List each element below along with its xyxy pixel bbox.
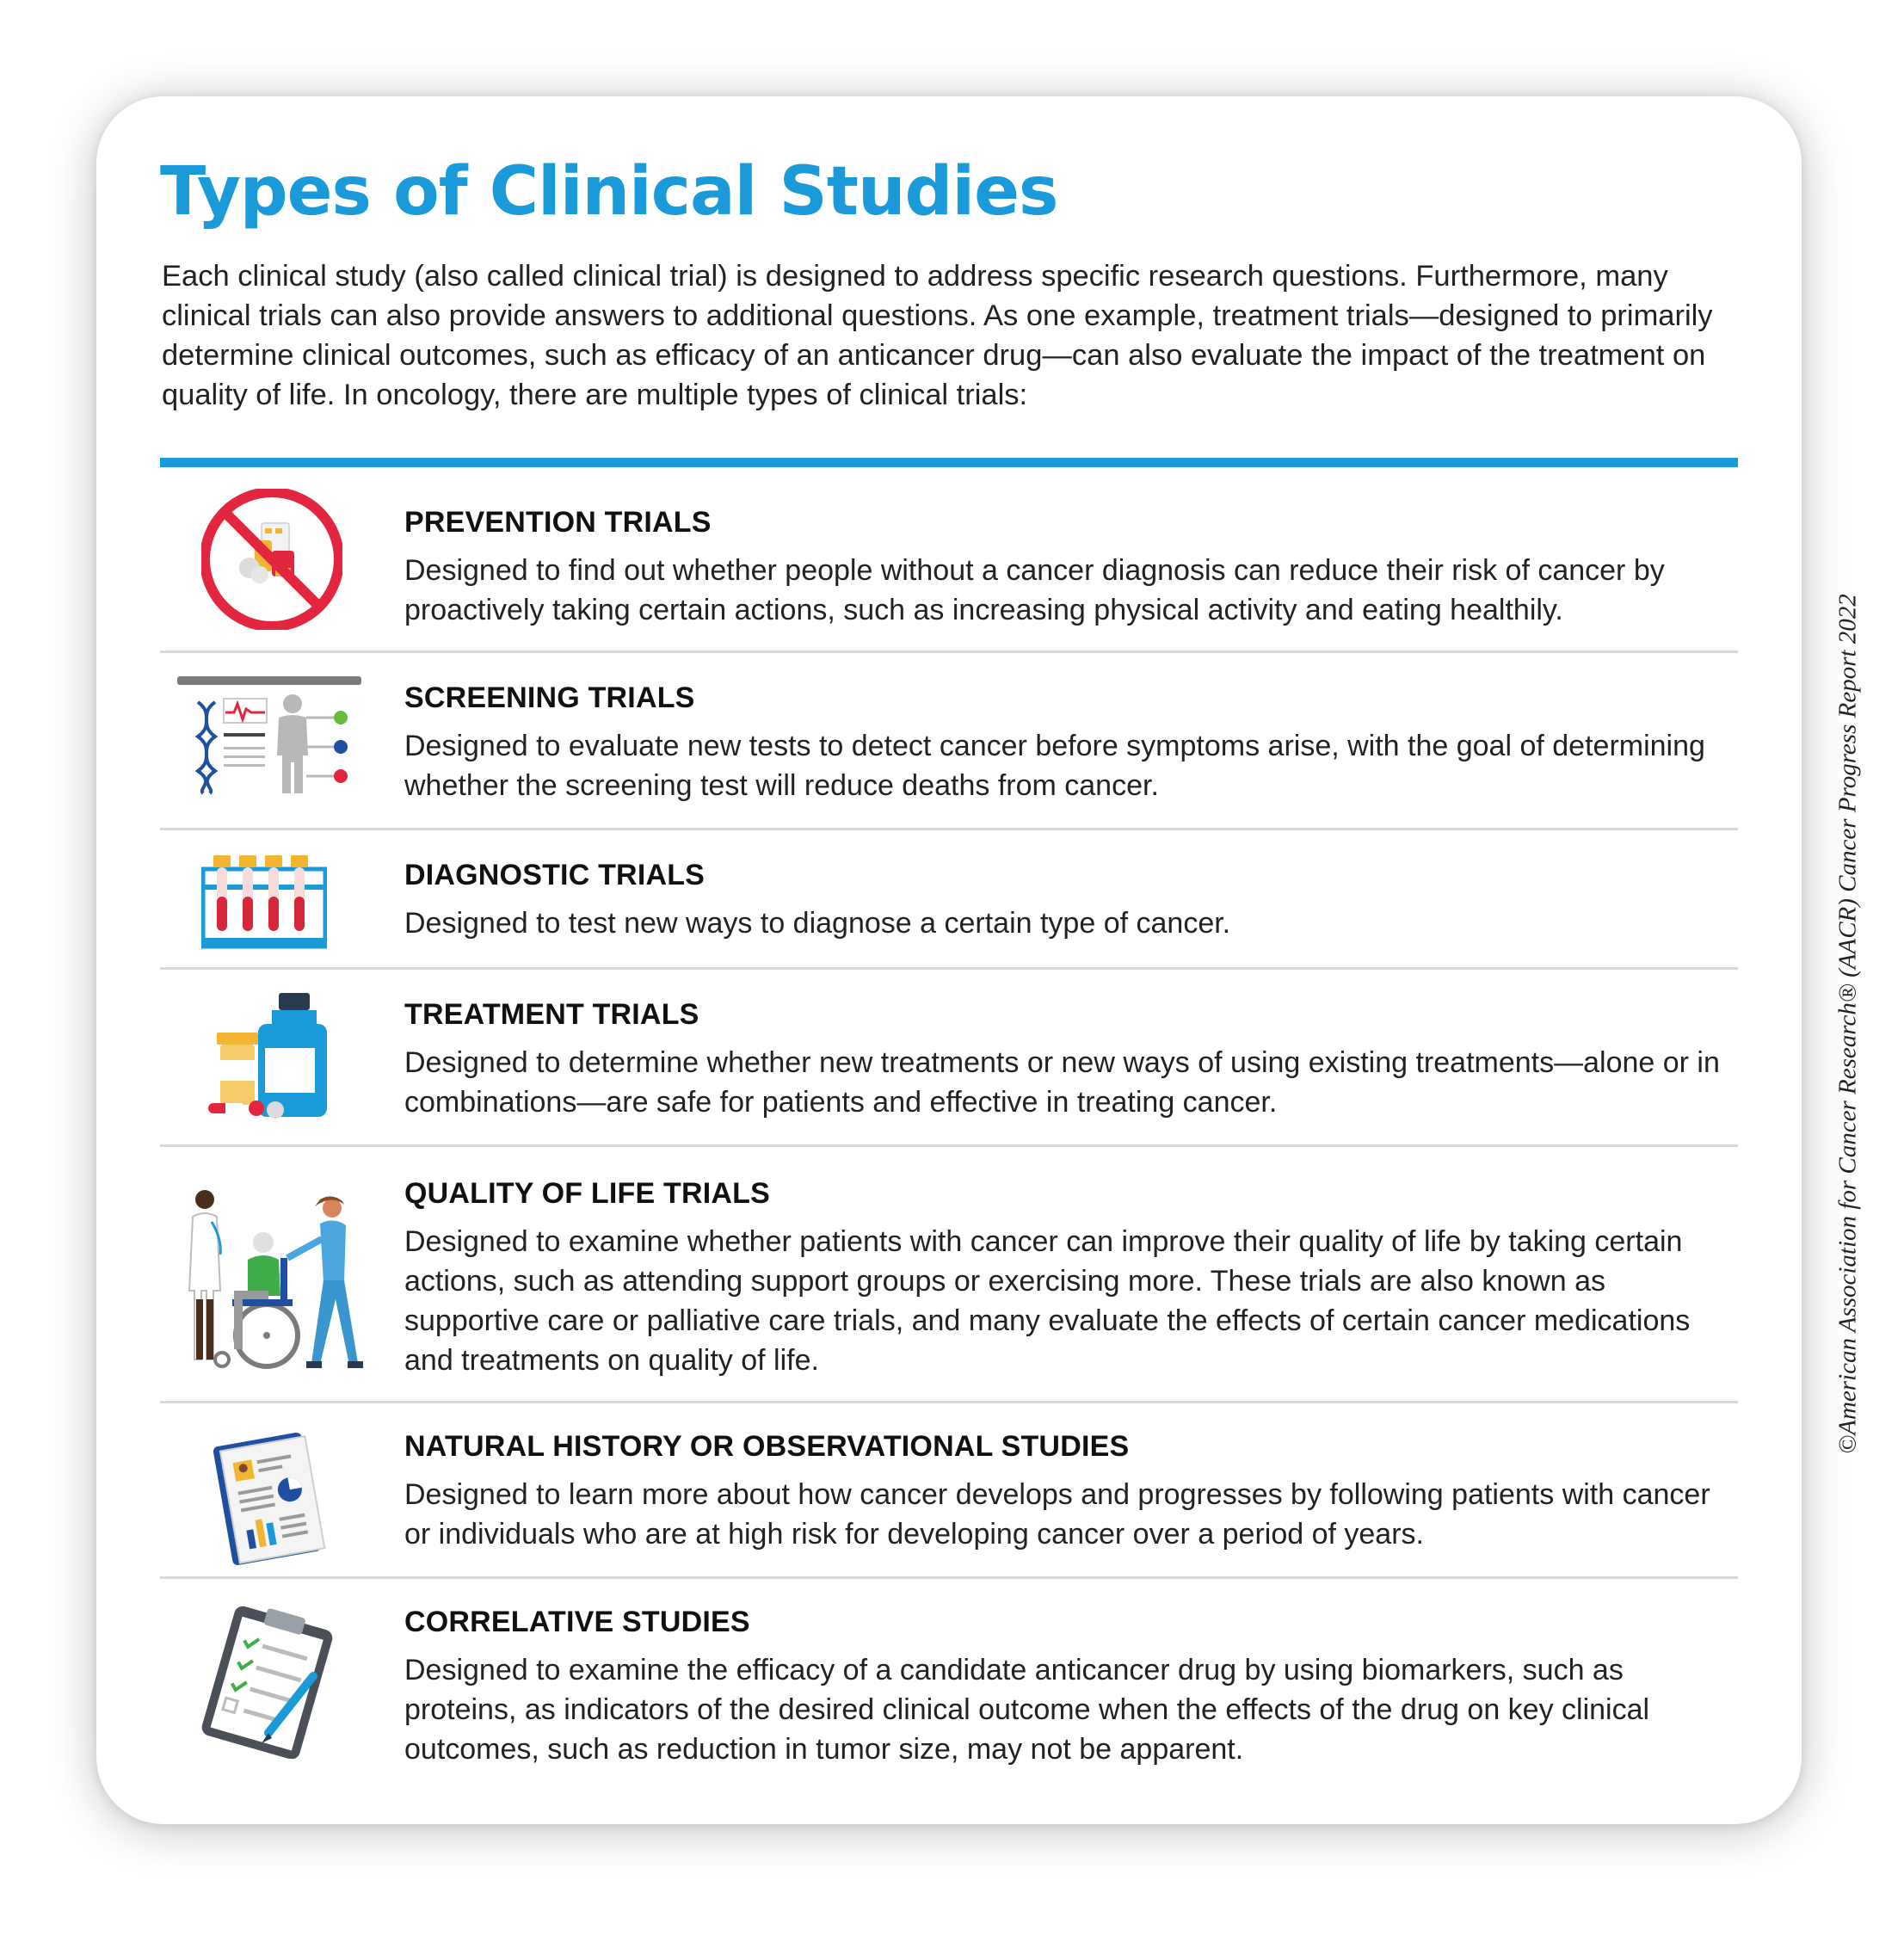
clipboard-checklist-icon	[198, 1604, 339, 1759]
patient-report-icon	[206, 1428, 327, 1566]
trial-heading: DIAGNOSTIC TRIALS	[404, 859, 706, 891]
intro-paragraph: Each clinical study (also called clinical trial) is designed to address specific research questions. Furthermore, many clinical trials can also provide answers to additional questions. As one example, treatment trials—designed to primarily determine clinical outcomes, such as efficacy of an anticancer drug—can also evaluate the impact of the treatment on quality of life. In oncology, there are multiple types of clinical trials:	[162, 260, 1713, 411]
trial-quality-of-life	[160, 1148, 1738, 1403]
trial-treatment	[160, 971, 1738, 1143]
page-title: Types of Clinical Studies	[160, 153, 1058, 231]
test-tube-rack-icon	[201, 855, 327, 950]
trial-description: Designed to find out whether people without a cancer diagnosis can reduce their risk of cancer by proactively taking certain actions, such as increasing physical activity and eating healthily.	[404, 554, 1665, 626]
trial-description: Designed to examine the efficacy of a candidate anticancer drug by using biomarkers, such as proteins, as indicators of the desired clinical outcome when the effects of the drug on key clinical outcomes, such as reduction in tumor size, may not be apparent.	[404, 1654, 1650, 1766]
trial-natural-history	[160, 1404, 1738, 1576]
row-divider	[160, 828, 1738, 830]
trial-description: Designed to test new ways to diagnose a certain type of cancer.	[404, 907, 1231, 940]
copyright-text: ©American Association for Cancer Research® (AACR) Cancer Progress Report 2022	[1833, 594, 1862, 1454]
accent-rule	[160, 458, 1738, 467]
row-divider	[160, 1401, 1738, 1403]
trial-screening	[160, 654, 1738, 826]
row-divider	[160, 967, 1738, 970]
screening-board-icon	[177, 676, 365, 797]
row-divider	[160, 1144, 1738, 1147]
trial-heading: SCREENING TRIALS	[404, 681, 695, 714]
trial-correlative	[160, 1580, 1738, 1778]
trial-prevention	[160, 482, 1738, 654]
trial-heading: TREATMENT TRIALS	[404, 998, 699, 1031]
trial-description: Designed to learn more about how cancer develops and progresses by following patients with cancer or individuals who are at high risk for developing cancer over a period of years.	[404, 1478, 1710, 1551]
medicine-bottles-icon	[208, 993, 329, 1122]
trial-heading: CORRELATIVE STUDIES	[404, 1606, 750, 1638]
row-divider	[160, 1576, 1738, 1579]
trial-heading: QUALITY OF LIFE TRIALS	[404, 1177, 770, 1210]
trial-heading: NATURAL HISTORY OR OBSERVATIONAL STUDIES	[404, 1430, 1130, 1463]
row-divider	[160, 650, 1738, 653]
trial-description: Designed to evaluate new tests to detect cancer before symptoms arise, with the goal of determining whether the screening test will reduce deaths from cancer.	[404, 730, 1705, 802]
trial-diagnostic	[160, 831, 1738, 969]
trial-description: Designed to determine whether new treatments or new ways of using existing treatments—alone or in combinations—are safe for patients and effective in treating cancer.	[404, 1046, 1720, 1119]
trial-heading: PREVENTION TRIALS	[404, 506, 712, 539]
no-smoking-prohibition-icon	[201, 489, 342, 630]
trial-description: Designed to examine whether patients with cancer can improve their quality of life by taking certain actions, such as attending support groups or exercising more. These trials are also known as supportive care or palliative care trials, and many evaluate the effects of certain cancer medications and treatments on quality of life.	[404, 1225, 1691, 1377]
wheelchair-care-icon	[186, 1187, 368, 1373]
